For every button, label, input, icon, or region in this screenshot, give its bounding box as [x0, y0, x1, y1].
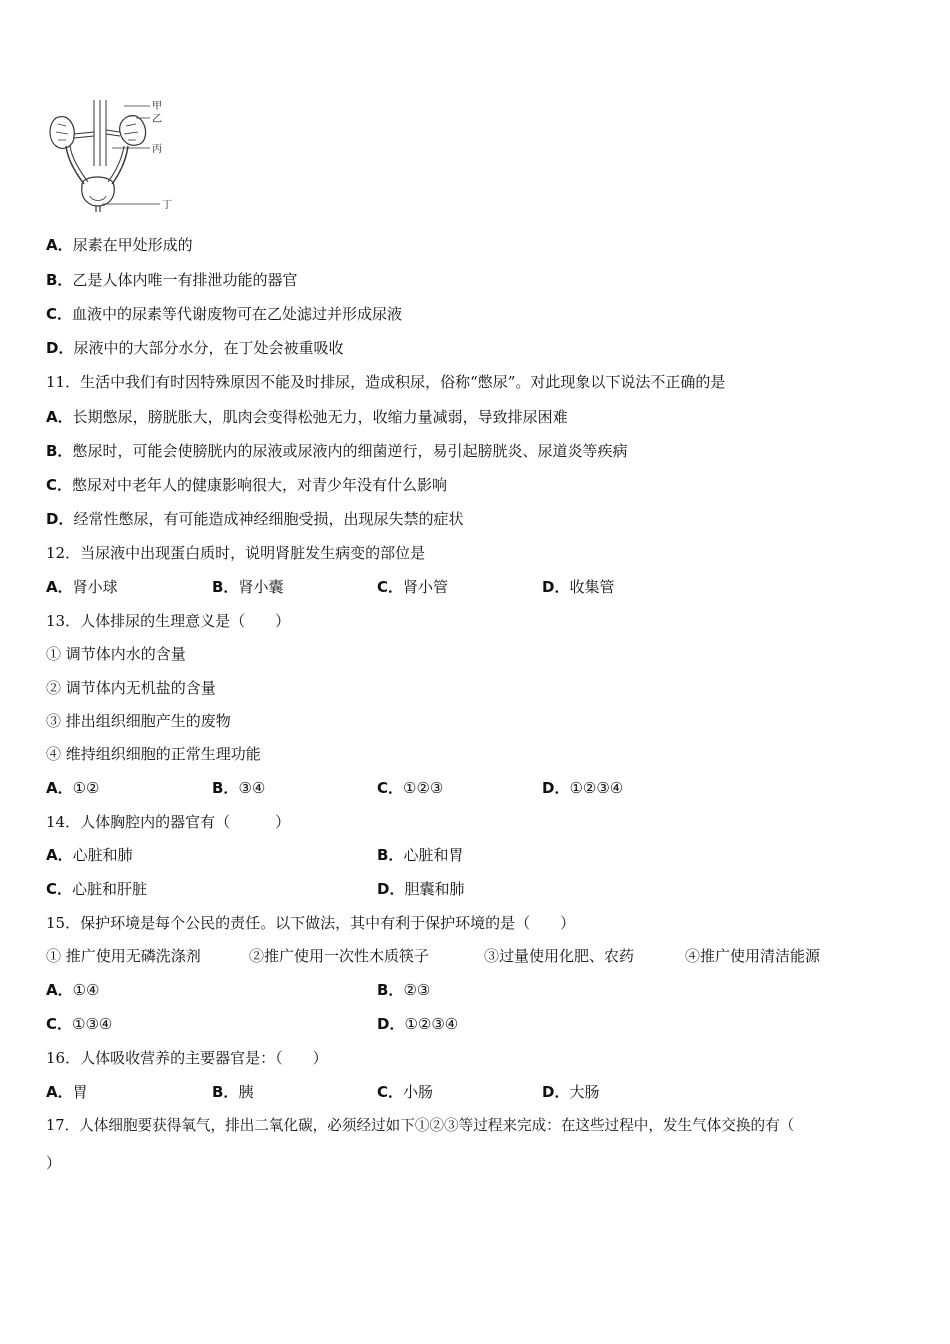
left-kidney-shape: [50, 117, 74, 149]
q15-item-1: ① 推广使用无磷洗涤剂: [46, 947, 201, 965]
q15-item-4: ④推广使用清洁能源: [685, 947, 821, 965]
q16-option-d: D．大肠: [542, 1083, 600, 1101]
q12-option-b: B．肾小囊: [212, 578, 284, 596]
q14-stem: 14．人体胸腔内的器官有（ ）: [46, 813, 291, 831]
q16-option-a: A．胃: [46, 1083, 88, 1101]
q13-item-1: ① 调节体内水的含量: [46, 645, 186, 663]
right-kidney-shape: [120, 116, 146, 146]
q15-option-b: B．②③: [377, 981, 431, 999]
q14-option-b: B．心脏和胃: [377, 846, 464, 864]
q13-option-b: B．③④: [212, 779, 266, 797]
q10-option-b: B．乙是人体内唯一有排泄功能的器官: [46, 271, 298, 289]
q17-stem-end: ）: [46, 1154, 62, 1172]
q13-option-a: A．①②: [46, 779, 100, 797]
q12-option-a: A．肾小球: [46, 578, 118, 596]
q15-item-2: ②推广使用一次性木质筷子: [249, 947, 430, 965]
figure-label-bing: 丙: [152, 144, 162, 155]
urinary-system-diagram: [44, 96, 194, 214]
figure-label-ding: 丁: [162, 200, 172, 211]
q11-option-a: A．长期憋尿，膀胱胀大，肌肉会变得松弛无力，收缩力量减弱，导致排尿困难: [46, 408, 568, 426]
q12-option-c: C．肾小管: [377, 578, 449, 596]
q17-stem: 17．人体细胞要获得氧气，排出二氧化碳，必须经过如下①②③等过程来完成：在这些过程中，发生气体交换的有（: [46, 1117, 795, 1134]
q11-option-c: C．憋尿对中老年人的健康影响很大，对青少年没有什么影响: [46, 476, 448, 494]
bladder-shape: [82, 177, 115, 206]
q14-option-c: C．心脏和肝脏: [46, 880, 148, 898]
q15-option-c: C．①③④: [46, 1015, 113, 1033]
q15-option-a: A．①④: [46, 981, 100, 999]
q14-option-d: D．胆囊和肺: [377, 880, 465, 898]
q13-option-d: D．①②③④: [542, 779, 624, 797]
q11-option-b: B．憋尿时，可能会使膀胱内的尿液或尿液内的细菌逆行，易引起膀胱炎、尿道炎等疾病: [46, 442, 628, 460]
q10-option-c: C．血液中的尿素等代谢废物可在乙处滤过并形成尿液: [46, 305, 403, 323]
q13-option-c: C．①②③: [377, 779, 444, 797]
q13-item-3: ③ 排出组织细胞产生的废物: [46, 712, 231, 730]
q13-item-2: ② 调节体内无机盐的含量: [46, 679, 216, 697]
q16-stem: 16．人体吸收营养的主要器官是：（ ）: [46, 1049, 328, 1067]
q16-option-b: B．胰: [212, 1083, 254, 1101]
q14-option-a: A．心脏和肺: [46, 846, 133, 864]
q15-option-d: D．①②③④: [377, 1015, 459, 1033]
q11-stem: 11．生活中我们有时因特殊原因不能及时排尿，造成积尿，俗称“憋尿”。对此现象以下说法不正确的是: [46, 373, 726, 391]
q10-option-d: D．尿液中的大部分水分，在丁处会被重吸收: [46, 339, 344, 357]
q13-item-4: ④ 维持组织细胞的正常生理功能: [46, 745, 261, 763]
figure-label-yi: 乙: [152, 114, 162, 125]
q13-stem: 13．人体排尿的生理意义是（ ）: [46, 612, 291, 630]
q12-option-d: D．收集管: [542, 578, 615, 596]
q12-stem: 12．当尿液中出现蛋白质时，说明肾脏发生病变的部位是: [46, 544, 426, 562]
q11-option-d: D．经常性憋尿，有可能造成神经细胞受损，出现尿失禁的症状: [46, 510, 464, 528]
q16-option-c: C．小肠: [377, 1083, 434, 1101]
figure-label-jia: 甲: [152, 101, 162, 112]
q10-option-a: A．尿素在甲处形成的: [46, 236, 193, 254]
q15-item-3: ③过量使用化肥、农药: [484, 947, 635, 965]
q15-stem: 15．保护环境是每个公民的责任。以下做法，其中有利于保护环境的是（ ）: [46, 914, 576, 932]
